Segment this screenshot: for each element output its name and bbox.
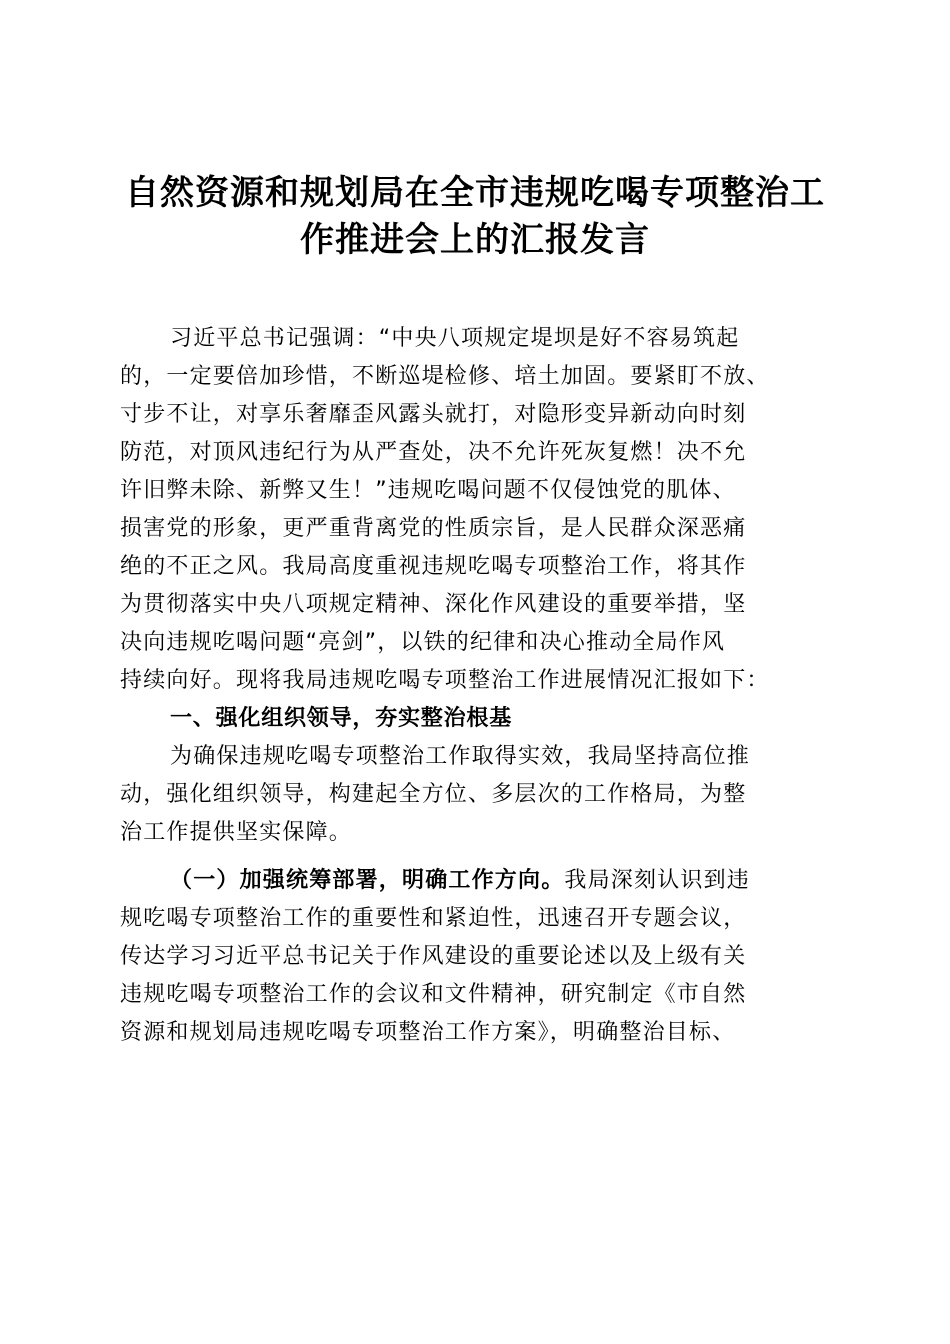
document-body [120,320,840,1052]
text-line-rest: 我局深刻认识到违 [564,868,751,893]
text-line: 违规吃喝专项整治工作的会议和文件精神，研究制定《市自然 [120,982,747,1007]
paragraph-3 [120,862,840,1052]
document-title [100,170,850,264]
paragraph-2 [120,738,840,852]
text-line: 的，一定要倍加珍惜，不断巡堤检修、培土加固。要紧盯不放、 [120,364,770,389]
text-line: 持续向好。现将我局违规吃喝专项整治工作进展情况汇报如下： [120,668,770,693]
text-line [120,862,840,900]
text-line: 为贯彻落实中央八项规定精神、深化作风建设的重要举措，坚 [120,592,747,617]
text-line: 动，强化组织领导，构建起全方位、多层次的工作格局，为整 [120,782,747,807]
text-line: 防范，对顶风违纪行为从严查处，决不允许死灰复燃！决不允 [120,440,747,465]
text-line: 损害党的形象，更严重背离党的性质宗旨，是人民群众深恶痛 [120,516,747,541]
section-1-heading: 一、强化组织领导，夯实整治根基 [170,706,513,731]
text-line: 习近平总书记强调：“中央八项规定堤坝是好不容易筑起 [170,326,740,351]
title-line-2: 作推进会上的汇报发言 [300,220,650,260]
title-line-1: 自然资源和规划局在全市违规吃喝专项整治工 [125,173,825,213]
text-line: 许旧弊未除、新弊又生！”违规吃喝问题不仅侵蚀党的肌体、 [120,478,736,503]
text-line: 资源和规划局违规吃喝专项整治工作方案》，明确整治目标、 [120,1020,736,1045]
paragraph-gap [120,852,840,862]
text-line: 寸步不让，对享乐奢靡歪风露头就打，对隐形变异新动向时刻 [120,402,747,427]
text-line: 规吃喝专项整治工作的重要性和紧迫性，迅速召开专题会议， [120,906,747,931]
text-line: 决向违规吃喝问题“亮剑”，以铁的纪律和决心推动全局作风 [120,630,726,655]
text-line: 为确保违规吃喝专项整治工作取得实效，我局坚持高位推 [170,744,751,769]
text-line: 治工作提供坚实保障。 [120,820,353,845]
subsection-1-heading: （一）加强统筹部署，明确工作方向。 [170,868,565,893]
text-line: 绝的不正之风。我局高度重视违规吃喝专项整治工作，将其作 [120,554,747,579]
text-line: 传达学习习近平总书记关于作风建设的重要论述以及上级有关 [120,944,747,969]
paragraph-1 [120,320,840,700]
